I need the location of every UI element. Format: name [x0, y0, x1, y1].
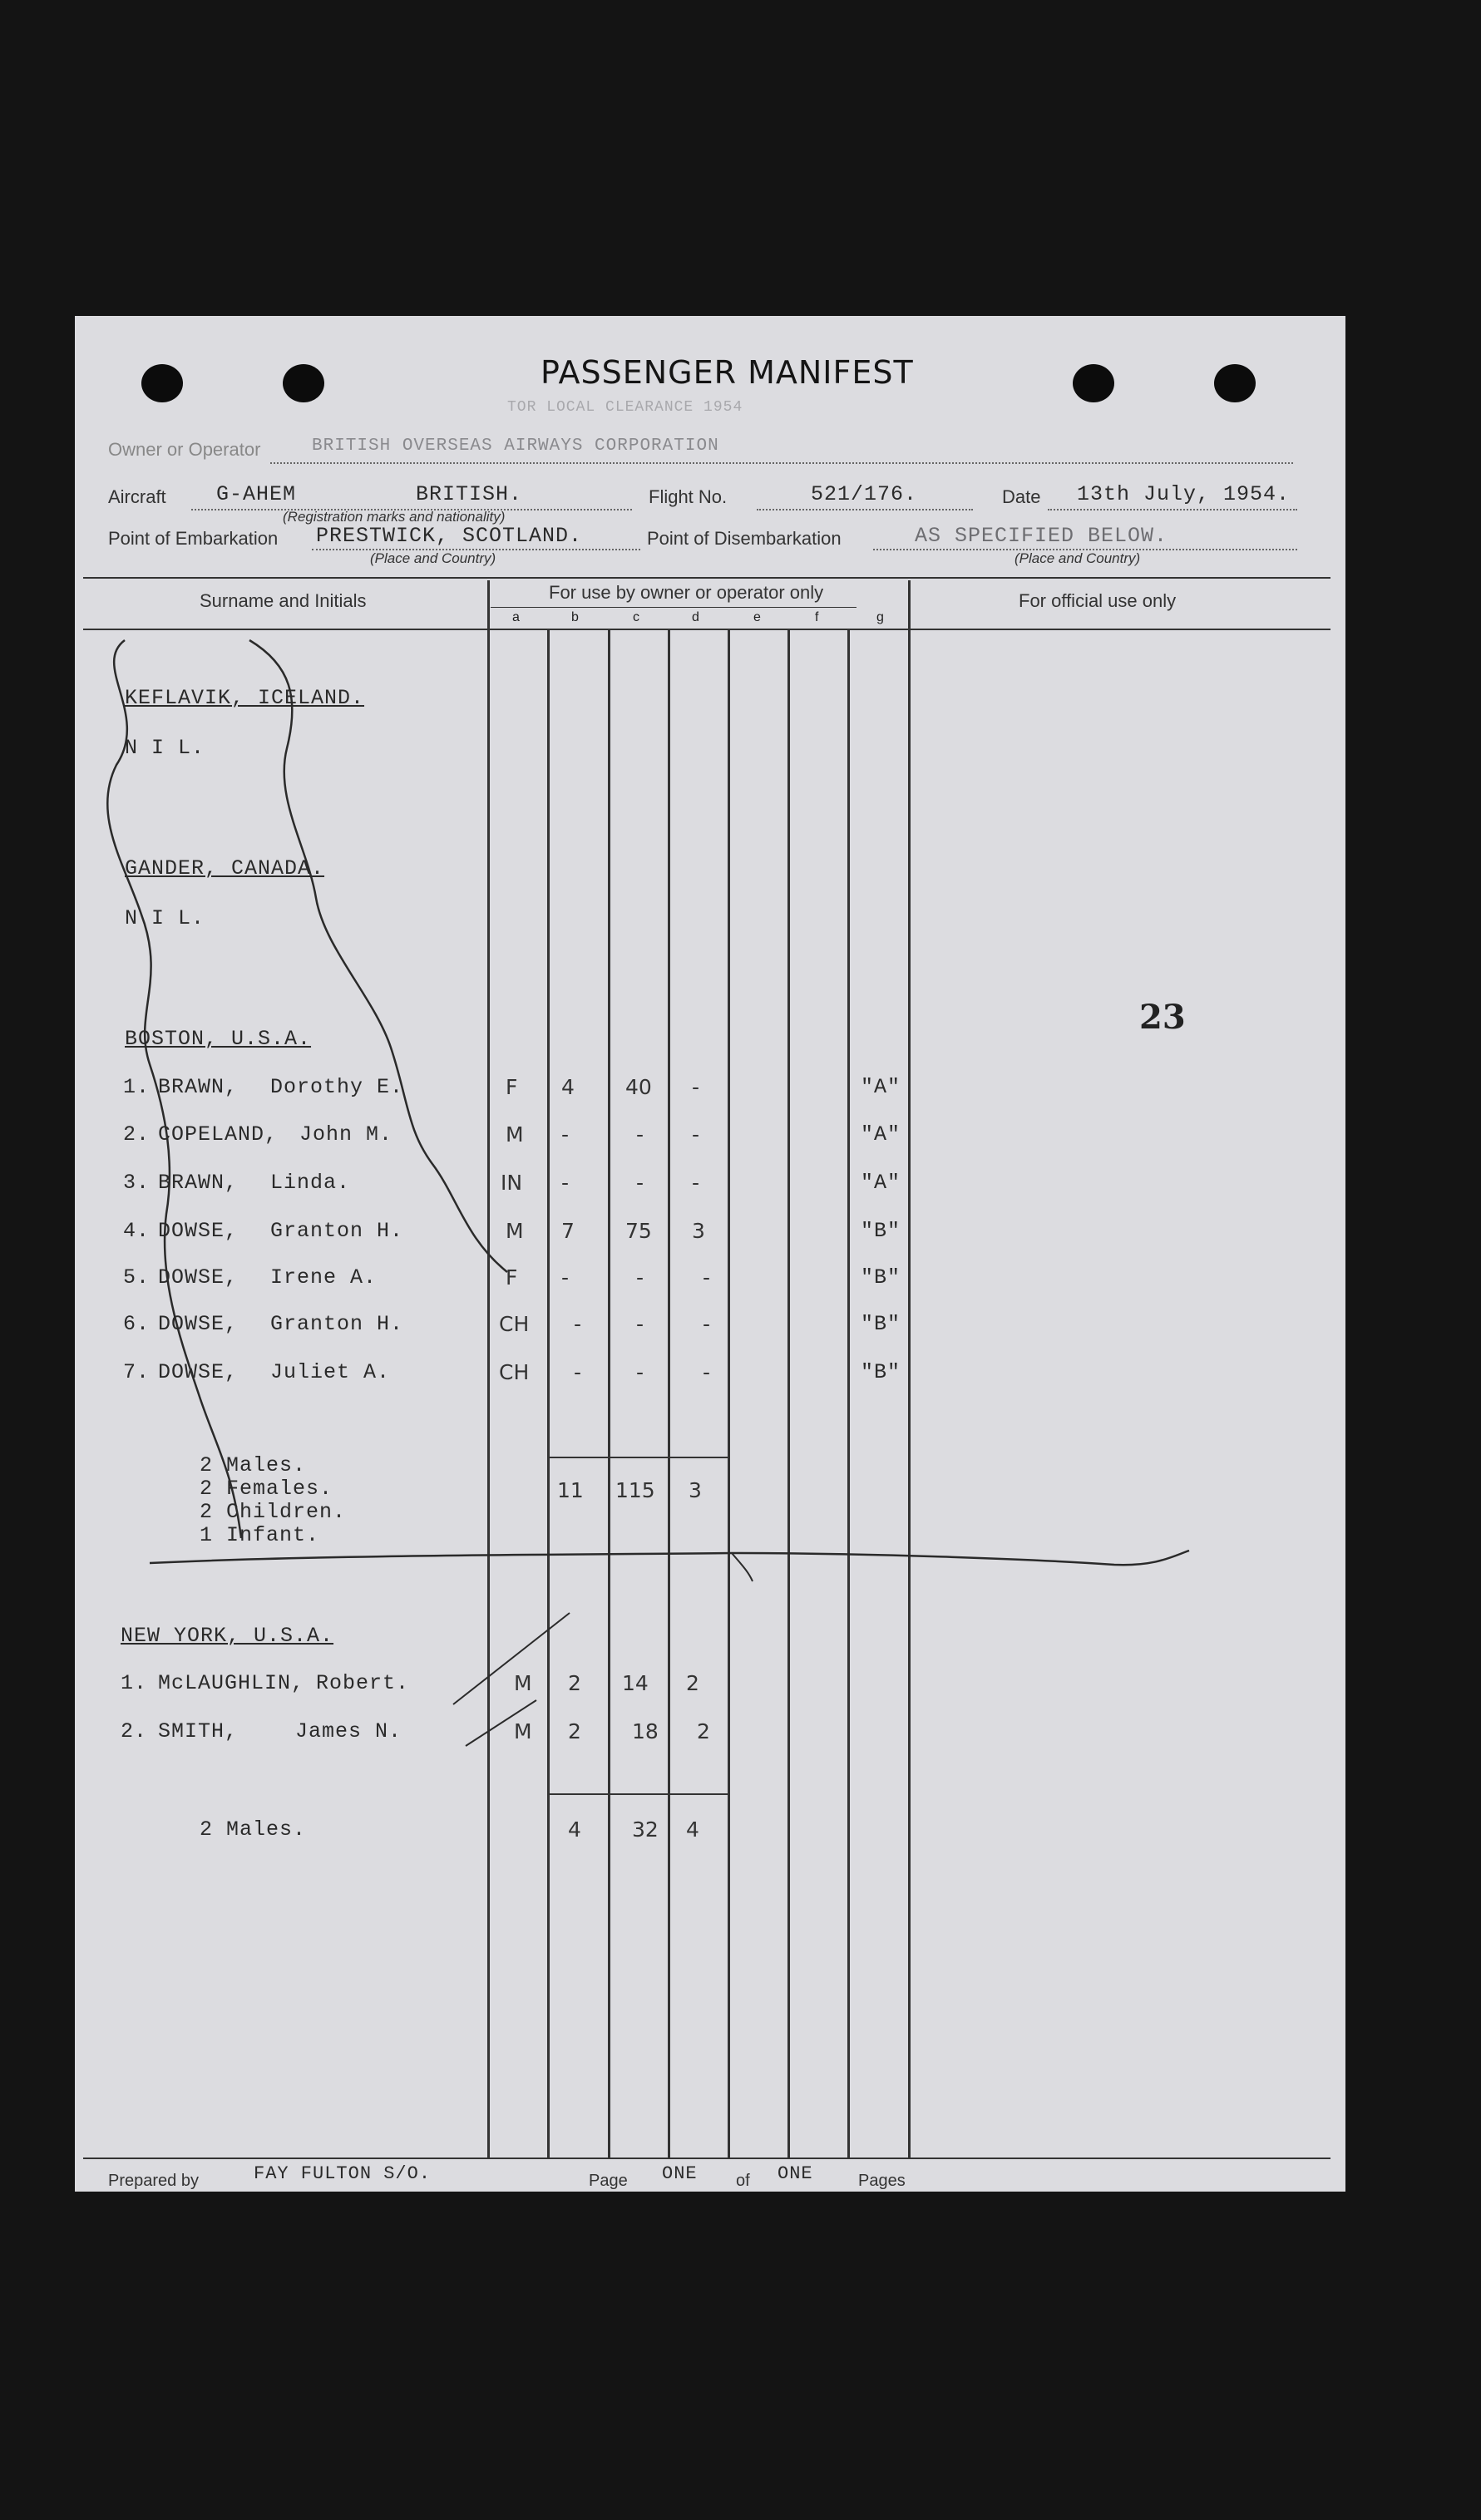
summary-line: 2 Males.: [200, 1453, 307, 1477]
summary-line: 1 Infant.: [200, 1523, 320, 1547]
newyork-total-c: 32: [632, 1817, 659, 1842]
subcol-g: g: [876, 610, 884, 624]
aircraft-nationality: BRITISH.: [416, 482, 523, 506]
of-label: of: [736, 2172, 750, 2190]
flight-number: 521/176.: [811, 482, 918, 506]
section-gander: GANDER, CANADA.: [125, 856, 325, 880]
aircraft-registration: G-AHEM: [216, 482, 297, 506]
subcol-b: b: [571, 610, 579, 624]
summary-line: 2 Females.: [200, 1477, 333, 1501]
owner-use-header: For use by owner or operator only: [549, 582, 824, 603]
subcol-d: d: [692, 610, 699, 624]
disembarkation-label: Point of Disembarkation: [647, 528, 842, 549]
pencil-stroke: [107, 640, 241, 1538]
flight-label: Flight No.: [649, 486, 728, 507]
disembarkation-value: AS SPECIFIED BELOW.: [915, 524, 1168, 548]
keflavik-nil: N I L.: [125, 736, 205, 760]
prepared-by-label: Prepared by: [108, 2172, 199, 2190]
summary-line: 2 Males.: [200, 1817, 307, 1842]
boston-total-b: 11: [557, 1478, 584, 1502]
gander-nil: N I L.: [125, 906, 205, 930]
tick-mark: [453, 1613, 570, 1704]
subcol-f: f: [815, 610, 819, 624]
aircraft-label: Aircraft: [108, 486, 166, 507]
subcol-c: c: [633, 610, 639, 624]
summary-line: 2 Children.: [200, 1500, 347, 1524]
faint-stamp: TOR LOCAL CLEARANCE 1954: [507, 399, 743, 416]
embarkation-label: Point of Embarkation: [108, 528, 279, 549]
of-value: ONE: [778, 2163, 813, 2184]
section-keflavik: KEFLAVIK, ICELAND.: [125, 686, 365, 710]
newyork-total-b: 4: [568, 1817, 581, 1842]
subcol-a: a: [512, 610, 520, 624]
date-label: Date: [1002, 486, 1041, 507]
date-value: 13th July, 1954.: [1077, 482, 1291, 506]
surname-column-header: Surname and Initials: [200, 590, 367, 611]
manifest-sheet: PASSENGER MANIFEST TOR LOCAL CLEARANCE 1954 Owner or Operator BRITISH OVERSEAS AIRWAYS CORPORATION Aircraft G-AHEM BRITISH. (Registration marks and nationality) Flight No. 521/176. Date 13th July, 1954. Point of Embarkation PRESTWICK, SCOTLAND. (Place and Country) Point of Disembarkation AS SPECIFIED BELOW. (Place and Country) Surname and Initials For use by owner or operator only For official use only a b c d e f g KEFLAVIK, ICELAND. N I L. GANDER, CANADA. N I L. BOSTON, U.S.A. 1. BRAWN, Dorothy E. F 4 40 - "A" 2. COPELAND, John M. M - - - "A" 3. BRAWN, Linda. IN - - - "A" 4. DOWSE, Granton H. M 7 75 3 "B" 5. DOWSE, Irene A. F - - - "B" 6. DOWSE, Granton H. CH - - - "B" 7. DOWSE, Juliet A. CH - - - "B" 2 Males. 2 Females. 2 Children. 1 Infant. 11 115 3 NEW YORK, U.S.A. 1. McLAUGHLIN, Robert. M 2 14 2 2. SMITH, James N. M 2 18 2 2 Males. 4 32 4 23 Prepared by FAY FULTON S/O. Page ONE of ONE Pages: [75, 316, 1345, 2192]
boston-total-d: 3: [689, 1478, 702, 1502]
section-boston: BOSTON, U.S.A.: [125, 1027, 312, 1051]
owner-value: BRITISH OVERSEAS AIRWAYS CORPORATION: [312, 436, 719, 456]
owner-label: Owner or Operator: [108, 439, 261, 460]
section-newyork: NEW YORK, U.S.A.: [121, 1624, 334, 1648]
newyork-total-d: 4: [686, 1817, 699, 1842]
cancel-line: [150, 1551, 1189, 1565]
page-value: ONE: [662, 2163, 698, 2184]
pencil-annotations: [75, 316, 1345, 2192]
page-title: PASSENGER MANIFEST: [541, 354, 914, 391]
page-label: Page: [589, 2172, 628, 2190]
official-number-mark: 23: [1139, 998, 1186, 1037]
embarkation-value: PRESTWICK, SCOTLAND.: [316, 524, 583, 548]
boston-total-c: 115: [615, 1478, 655, 1502]
embarkation-note: (Place and Country): [370, 550, 496, 566]
prepared-by-value: FAY FULTON S/O.: [254, 2163, 432, 2184]
registration-note: (Registration marks and nationality): [283, 509, 506, 525]
subcol-e: e: [753, 610, 761, 624]
pages-label: Pages: [858, 2172, 906, 2190]
tick-mark: [466, 1700, 536, 1746]
pencil-stroke: [249, 640, 507, 1272]
official-use-header: For official use only: [1019, 590, 1177, 611]
disembarkation-note: (Place and Country): [1014, 550, 1141, 566]
